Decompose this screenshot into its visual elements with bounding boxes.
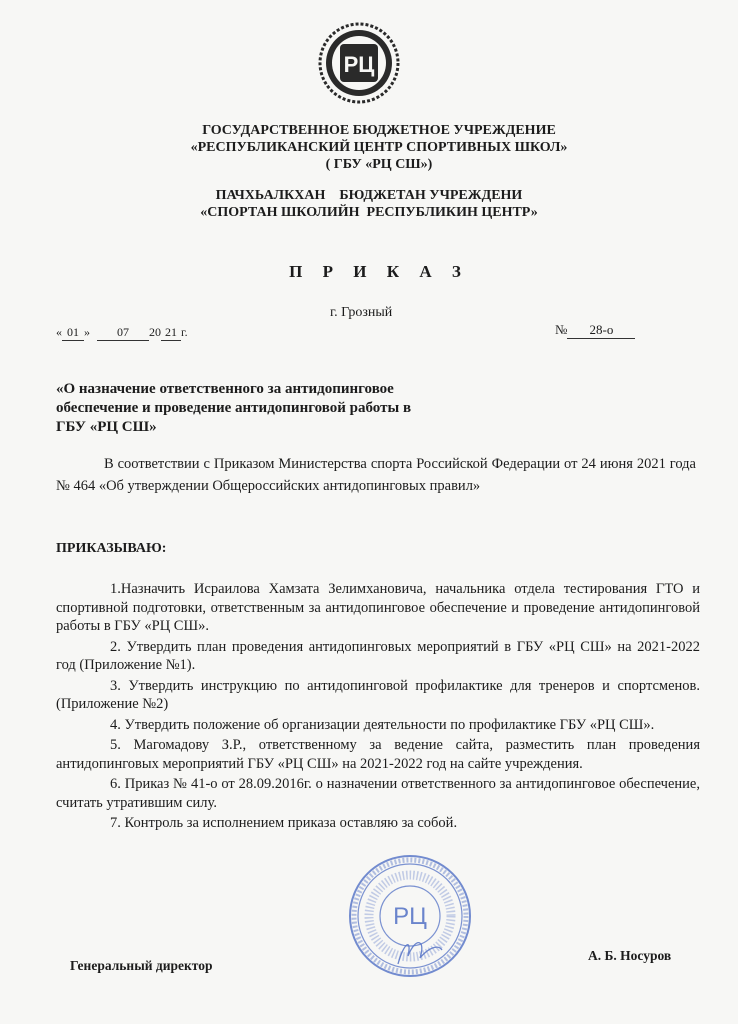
date-year-suffix: 21: [161, 325, 181, 341]
header-ru-line-2: «РЕСПУБЛИКАНСКИЙ ЦЕНТР СПОРТИВНЫХ ШКОЛ»: [190, 140, 568, 155]
order-subject: «О назначение ответственного за антидопинговое обеспечение и проведение антидопинговой работы в ГБУ «РЦ СШ»: [56, 381, 412, 435]
date-year-mark: г.: [181, 325, 188, 339]
official-stamp: [346, 852, 474, 980]
date-close-quote: »: [84, 325, 90, 339]
number-sign: №: [555, 322, 568, 337]
organization-logo: [318, 22, 400, 104]
document-title: П Р И К А З: [289, 262, 469, 281]
date-month: 07: [97, 325, 149, 341]
header-russian: [0, 122, 738, 173]
header-ru-line-3: ( ГБУ «РЦ СШ»): [325, 157, 433, 172]
number-value: 28-о: [567, 322, 635, 339]
order-item: [56, 580, 700, 636]
order-item-text: 3. Утвердить инструкцию по антидопинговой профилактике для тренеров и спортсменов. (Приложение №2): [56, 677, 700, 712]
order-items: [56, 580, 700, 835]
date-open-quote: «: [56, 325, 62, 339]
order-item: [56, 775, 700, 812]
city: г. Грозный: [330, 305, 393, 320]
order-item-text: 4. Утвердить положение об организации деятельности по профилактике ГБУ «РЦ СШ».: [110, 716, 655, 733]
order-item-text: 2. Утвердить план проведения антидопинговых мероприятий в ГБУ «РЦ СШ» на 2021-2022 год (Приложение №1).: [56, 638, 700, 673]
order-item: [56, 638, 700, 675]
stamp-text: РЦ: [393, 903, 427, 930]
order-item: [56, 677, 700, 714]
order-heading: ПРИКАЗЫВАЮ:: [56, 541, 167, 556]
document-date: [56, 325, 188, 341]
order-basis: [56, 453, 696, 497]
logo-emblem-icon: [318, 22, 400, 104]
order-item-text: 7. Контроль за исполнением приказа оставляю за собой.: [110, 815, 458, 831]
header-ru-line-1: ГОСУДАРСТВЕННОЕ БЮДЖЕТНОЕ УЧРЕЖДЕНИЕ: [202, 123, 556, 138]
date-year-prefix: 20: [149, 325, 161, 339]
order-item-text: 1.Назначить Исраилова Хамзата Зелимхановича, начальника отдела тестирования ГТО и спортивной подготовки, ответственным за антидопинговое обеспечение и проведение антидопинговой работы в ГБУ «РЦ СШ».: [56, 581, 700, 634]
header-ce-line-2: «СПОРТАН ШКОЛИЙН РЕСПУБЛИКИН ЦЕНТР»: [200, 205, 538, 220]
order-item: [56, 814, 700, 833]
header-chechen: [0, 187, 738, 221]
basis-text: В соответствии с Приказом Министерства спорта Российской Федерации от 24 июня 2021 года № 464 «Об утверждении Общероссийских антидопинговых правил»: [56, 456, 696, 494]
date-day: 01: [62, 325, 84, 341]
order-item: [56, 716, 700, 735]
signature-name: А. Б. Носуров: [588, 948, 672, 963]
document-number: [555, 322, 635, 339]
signature-position: Генеральный директор: [70, 958, 213, 973]
order-item-text: 6. Приказ № 41-о от 28.09.2016г. о назначении ответственного за антидопинговое обеспечение, считать утратившим силу.: [56, 776, 700, 811]
header-ce-line-1: ПАЧХЬАЛКХАН БЮДЖЕТАН УЧРЕЖДЕНИ: [215, 188, 523, 203]
logo-text: РЦ: [343, 52, 375, 77]
order-item-text: 5. Магомадову З.Р., ответственному за ведение сайта, разместить план проведения антидопинговых мероприятий ГБУ «РЦ СШ» на 2021-2022 год на сайте учреждения.: [56, 737, 700, 772]
order-item: [56, 736, 700, 773]
stamp-seal-icon: [346, 852, 474, 980]
